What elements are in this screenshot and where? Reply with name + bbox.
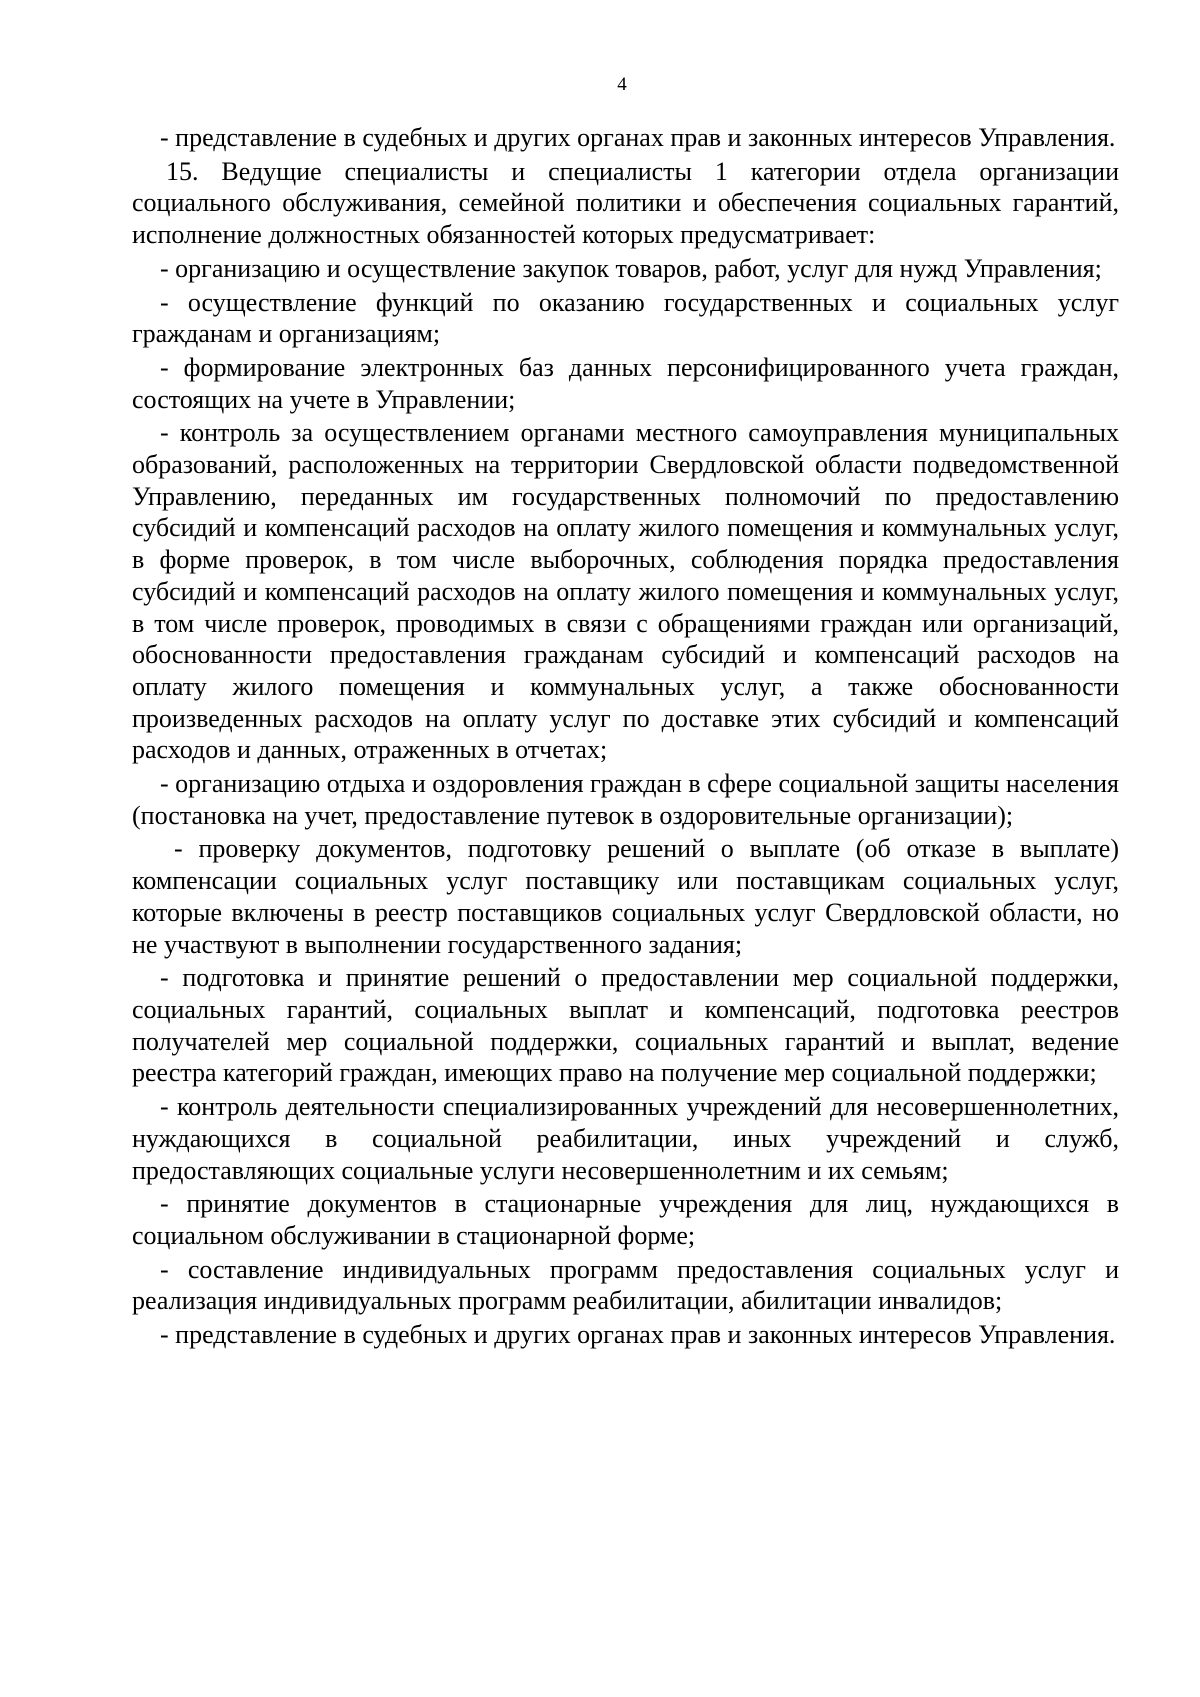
paragraph-control-subsidies: - контроль за осуществлением органами местного самоуправления муниципальных образований, расположенных на территории Свердловской области подведомственной Управлению, переданных им государственных полномочий по предоставлению субсидий и компенсаций расходов на оплату жилого помещения и коммунальных услуг, в форме проверок, в том числе выборочных, соблюдения порядка предоставления субсидий и компенсаций расходов на оплату жилого помещения и коммунальных услуг, в том числе проверок, проводимых в связи с обращениями граждан или организаций, обоснованности предоставления гражданам субсидий и компенсаций расходов на оплату жилого помещения и коммунальных услуг, а также обоснованности произведенных расходов на оплату услуг по доставке этих субсидий и компенсаций расходов и данных, отраженных в отчетах;: [132, 418, 1119, 765]
paragraph-procurement: - организацию и осуществление закупок товаров, работ, услуг для нужд Управления;: [160, 253, 1102, 283]
paragraph-document-check: - проверку документов, подготовку решений о выплате (об отказе в выплате) компенсации социальных услуг поставщику или поставщикам социальных услуг, которые включены в реестр поставщиков социальных услуг Свердловской области, но не участвуют в выполнении государственного задания;: [132, 834, 1119, 959]
page-number: 4: [617, 74, 627, 95]
paragraph-social-support: - подготовка и принятие решений о предоставлении мер социальной поддержки, социальных гарантий, социальных выплат и компенсаций, подготовка реестров получателей мер социальной поддержки, социальных гарантий и выплат, ведение реестра категорий граждан, имеющих право на получение мер социальной поддержки;: [132, 963, 1119, 1088]
paragraph-representation-1: - представление в судебных и других органах прав и законных интересов Управления.: [160, 123, 1116, 152]
paragraph-admission: - принятие документов в стационарные учреждения для лиц, нуждающихся в социальном обслуживании в стационарной форме;: [132, 1189, 1119, 1250]
paragraph-item-15: 15. Ведущие специалисты и специалисты 1 категории отдела организации социального обслуживания, семейной политики и обеспечения социальных гарантий, исполнение должностных обязанностей которых предусматривает:: [132, 156, 1119, 250]
paragraph-control-institutions: - контроль деятельности специализированных учреждений для несовершеннолетних, нуждающихся в социальной реабилитации, иных учреждений и служб, предоставляющих социальные услуги несовершеннолетним и их семьям;: [132, 1092, 1119, 1185]
paragraph-individual-programs: - составление индивидуальных программ предоставления социальных услуг и реализация индивидуальных программ реабилитации, абилитации инвалидов;: [132, 1254, 1119, 1316]
paragraph-recreation: - организацию отдыха и оздоровления граждан в сфере социальной защиты населения (постановка на учет, предоставление путевок в оздоровительные организации);: [132, 769, 1119, 830]
paragraph-databases: - формирование электронных баз данных персонифицированного учета граждан, состоящих на учете в Управлении;: [132, 352, 1119, 414]
paragraph-representation-2: - представление в судебных и других органах прав и законных интересов Управления.: [160, 1320, 1116, 1350]
document-body: [132, 122, 1119, 1353]
paragraph-services: - осуществление функций по оказанию государственных и социальных услуг гражданам и организациям;: [132, 287, 1119, 349]
